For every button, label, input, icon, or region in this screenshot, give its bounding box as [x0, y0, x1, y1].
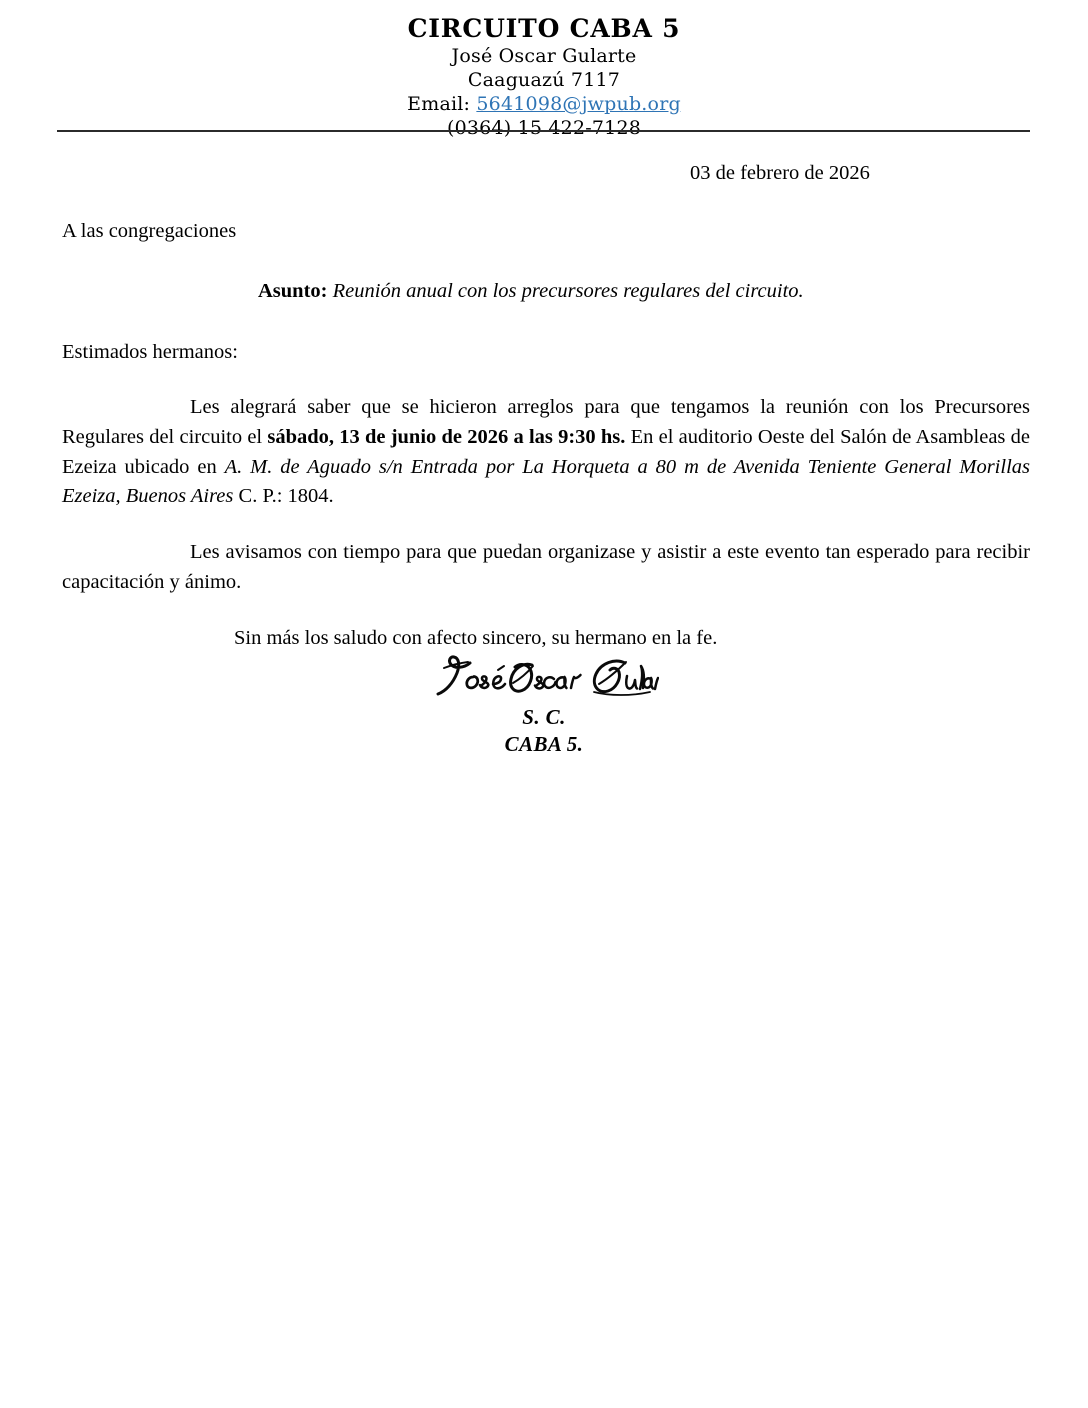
- letterhead-email-label: Email:: [407, 93, 471, 116]
- letter-subject: [62, 278, 1030, 306]
- letterhead-name: José Oscar Gularte: [451, 44, 637, 67]
- letterhead-title: CIRCUITO CABA 5: [407, 14, 681, 43]
- letterhead: [0, 14, 1088, 141]
- signature-role: S. C.: [522, 705, 566, 729]
- letter-closing: Sin más los saludo con afecto sincero, su hermano en la fe.: [234, 627, 718, 650]
- letter-addressee: A las congregaciones: [62, 219, 237, 242]
- meeting-datetime: sábado, 13 de junio de 2026 a las 9:30 hs.: [267, 425, 626, 448]
- paragraph-1-lead: Les alegrará saber que se hicieron arreglos para que tengamos la reunión con los Precursores Regulares del circuito el: [62, 395, 1030, 448]
- letterhead-address: Caaguazú 7117: [467, 68, 621, 91]
- letter-date: 03 de febrero de 2026: [690, 162, 870, 184]
- paragraph-1-middle: En el auditorio Oeste del Salón de Asambleas de Ezeiza ubicado en: [62, 425, 1030, 478]
- letterhead-email-row: [0, 92, 1088, 116]
- signature-circuit: CABA 5.: [504, 731, 584, 756]
- letterhead-email-link[interactable]: 5641098@jwpub.org: [476, 93, 681, 116]
- letter-paragraph-1: [62, 393, 1030, 513]
- subject-label: Asunto:: [258, 280, 328, 303]
- handwritten-signature-icon: [0, 648, 1088, 704]
- letterhead-phone: (0364) 15 422-7128: [446, 117, 642, 140]
- subject-text: Reunión anual con los precursores regulares del circuito.: [332, 280, 804, 303]
- paragraph-1-tail: C. P.: 1804.: [233, 485, 334, 508]
- meeting-address: A. M. de Aguado s/n Entrada por La Horqueta a 80 m de Avenida Teniente General Morillas Ezeiza, Buenos Aires: [62, 455, 1030, 508]
- signature-block: [0, 648, 1088, 758]
- header-divider: [57, 130, 1030, 132]
- letter-paragraph-2: Les avisamos con tiempo para que puedan organizase y asistir a este evento tan esperado para recibir capacitación y ánimo.: [62, 541, 1030, 594]
- letter-greeting: Estimados hermanos:: [62, 341, 238, 364]
- letter-body: [62, 160, 1030, 653]
